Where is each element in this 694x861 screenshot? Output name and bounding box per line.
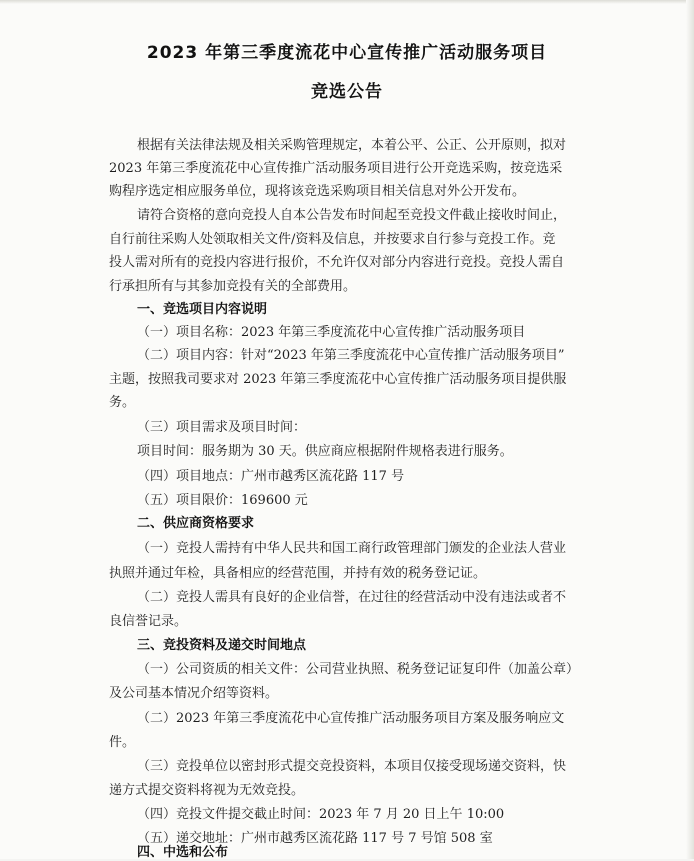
section3-item2-line1: （二）2023 年第三季度流花中心宣传推广活动服务项目方案及服务响应文 xyxy=(137,711,565,726)
section1-heading: 一、竞选项目内容说明 xyxy=(137,302,268,317)
section1-item1: （一）项目名称：2023 年第三季度流花中心宣传推广活动服务项目 xyxy=(137,325,526,340)
intro-p1-line2: 2023 年第三季度流花中心宣传推广活动服务项目进行公开竞选采购，按竞选采 xyxy=(109,161,563,176)
section1-item4: （四）项目地点：广州市越秀区流花路 117 号 xyxy=(137,469,405,484)
title-line-2: 竞选公告 xyxy=(311,82,383,102)
section2-heading: 二、供应商资格要求 xyxy=(137,516,255,531)
section1-item2-line1: （二）项目内容：针对“2023 年第三季度流花中心宣传推广活动服务项目” xyxy=(137,348,565,363)
intro-p1-line1: 根据有关法律法规及相关采购管理规定，本着公平、公正、公开原则，拟对 xyxy=(137,138,567,153)
intro-p2-line1: 请符合资格的意向竞投人自本公告发布时间起至竞投文件截止接收时间止， xyxy=(137,208,567,223)
section3-item4: （四）竞投文件提交截止时间：2023 年 7 月 20 日上午 10:00 xyxy=(137,807,505,822)
section1-item3: （三）项目需求及项目时间： xyxy=(137,420,307,435)
section2-item1-line2: 执照并通过年检，具备相应的经营范围，并持有效的税务登记证。 xyxy=(109,566,487,581)
section2-item2-line2: 良信誉记录。 xyxy=(109,614,188,629)
section4-heading: 四、中选和公布 xyxy=(137,845,229,860)
title-line-1: 2023 年第三季度流花中心宣传推广活动服务项目 xyxy=(146,43,548,63)
section3-item1-line1: （一）公司资质的相关文件：公司营业执照、税务登记证复印件（加盖公章） xyxy=(137,662,580,677)
section3-item3-line1: （三）竞投单位以密封形式提交竞投资料，本项目仅接受现场递交资料，快 xyxy=(137,759,567,774)
section3-item1-line2: 及公司基本情况介绍等资料。 xyxy=(109,686,279,701)
section1-item2-line2: 主题，按照我司要求对 2023 年第三季度流花中心宣传推广活动服务项目提供服 xyxy=(109,372,567,387)
intro-p2-line3: 投人需对所有的竞投内容进行报价，不允许仅对部分内容进行竞投。竞投人需自 xyxy=(109,255,565,270)
section1-item5: （五）项目限价：169600 元 xyxy=(137,493,308,508)
intro-p2-line4: 行承担所有与其参加竞投有关的全部费用。 xyxy=(109,279,357,294)
scan-edge-right xyxy=(686,0,694,859)
section1-item2-line3: 务。 xyxy=(109,395,136,410)
section3-item3-line2: 递方式提交资料将视为无效竞投。 xyxy=(109,783,305,798)
section1-item3-detail: 项目时间：服务期为 30 天。供应商应根据附件规格表进行服务。 xyxy=(137,444,513,459)
section3-heading: 三、竞投资料及递交时间地点 xyxy=(137,638,307,653)
section3-item5: （五）递交地址：广州市越秀区流花路 117 号 7 号馆 508 室 xyxy=(137,831,493,846)
section2-item2-line1: （二）竞投人需具有良好的企业信誉，在过往的经营活动中没有违法或者不 xyxy=(137,590,567,605)
scan-edge-top xyxy=(0,0,694,4)
intro-p2-line2: 自行前往采购人处领取相关文件/资料及信息，并按要求自行参与竞投工作。竞 xyxy=(109,232,556,247)
section2-item1-line1: （一）竞投人需持有中华人民共和国工商行政管理部门颁发的企业法人营业 xyxy=(137,541,567,556)
section3-item2-line2: 件。 xyxy=(109,735,136,750)
intro-p1-line3: 购程序选定相应服务单位，现将该竞选采购项目相关信息对外公开发布。 xyxy=(109,184,526,199)
